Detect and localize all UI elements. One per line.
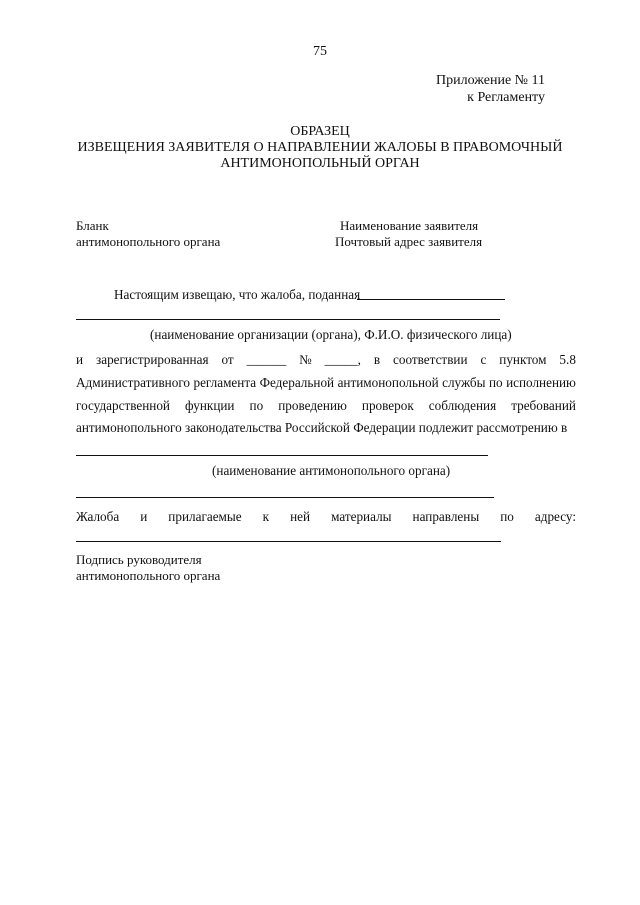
state-function-line — [76, 398, 576, 414]
complainant-blank-full — [76, 319, 500, 320]
sent-word: по — [500, 509, 514, 524]
signature-label: Подпись руководителя — [76, 552, 202, 567]
state-word: соблюдения — [428, 398, 497, 413]
sent-word: адресу: — [534, 509, 576, 524]
registration-line — [76, 352, 576, 368]
letterhead-label: Бланк — [76, 218, 109, 233]
state-word: функции — [185, 398, 235, 413]
authority-blank — [76, 455, 488, 456]
sent-word: материалы — [331, 509, 392, 524]
sent-word: ней — [290, 509, 311, 524]
applicant-address-label: Почтовый адрес заявителя — [335, 234, 483, 249]
admin-word: антимонопольной — [337, 375, 439, 390]
reg-word: 5.8 — [559, 352, 576, 367]
admin-word: регламента — [193, 375, 257, 390]
reg-word: соответствии — [393, 352, 468, 367]
law-line: антимонопольного законодательства Российской Федерации подлежит рассмотрению в — [76, 420, 568, 435]
intro-text: Настоящим извещаю, что жалоба, поданная — [114, 287, 361, 302]
sent-word: прилагаемые — [168, 509, 242, 524]
admin-word: Административного — [76, 375, 191, 390]
sent-word: Жалоба — [76, 509, 120, 524]
state-word: проведению — [278, 398, 347, 413]
sent-word: направлены — [412, 509, 480, 524]
signature-label-2: антимонопольного органа — [76, 568, 221, 583]
state-word: государственной — [76, 398, 170, 413]
reg-date-blank: ______ — [246, 352, 287, 367]
materials-sent-line — [76, 509, 576, 525]
reg-word: зарегистрированная — [96, 352, 209, 367]
reg-word: пунктом — [499, 352, 547, 367]
organization-caption: (наименование организации (органа), Ф.И.О. физического лица) — [150, 327, 512, 342]
admin-word: по — [488, 375, 503, 390]
state-word: по — [249, 398, 264, 413]
appendix-reference: к Регламенту — [467, 90, 545, 105]
page-number: 75 — [313, 44, 327, 59]
state-word: требований — [511, 398, 576, 413]
address-blank — [76, 541, 501, 542]
admin-word: службы — [442, 375, 486, 390]
authority-caption: (наименование антимонопольного органа) — [212, 463, 451, 478]
reg-word: № — [299, 352, 312, 367]
document-subtitle-line-2: АНТИМОНОПОЛЬНЫЙ ОРГАН — [220, 156, 420, 171]
reg-word: от — [221, 352, 234, 367]
letterhead-label-2: антимонопольного органа — [76, 234, 221, 249]
admin-word: Федеральной — [259, 375, 335, 390]
sent-word: и — [140, 509, 148, 524]
applicant-name-label: Наименование заявителя — [340, 218, 479, 233]
document-subtitle-line-1: ИЗВЕЩЕНИЯ ЗАЯВИТЕЛЯ О НАПРАВЛЕНИИ ЖАЛОБЫ В ПРАВОМОЧНЫЙ — [77, 140, 563, 155]
appendix-label: Приложение № 11 — [436, 73, 545, 88]
authority-blank-2 — [76, 497, 494, 498]
admin-word: исполнению — [506, 375, 576, 390]
reg-word: с — [480, 352, 487, 367]
reg-number-blank: _____, — [324, 352, 361, 367]
document-title: ОБРАЗЕЦ — [290, 124, 350, 139]
sent-word: к — [262, 509, 270, 524]
complainant-blank — [357, 299, 505, 300]
reg-word: в — [373, 352, 381, 367]
state-word: проверок — [361, 398, 414, 413]
reg-word: и — [76, 352, 84, 367]
admin-regulation-line — [76, 375, 576, 391]
